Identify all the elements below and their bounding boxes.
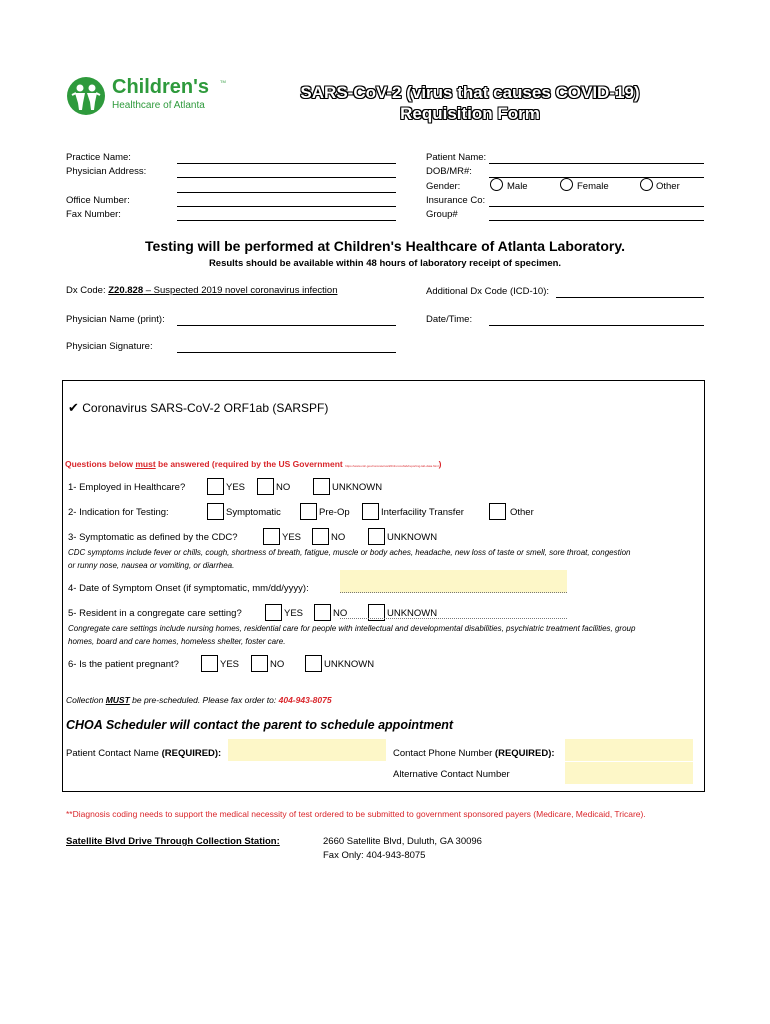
q4-label: 4- Date of Symptom Onset (if symptomatic, mm/dd/yyyy): <box>68 583 309 594</box>
dob-label: DOB/MR#: <box>426 166 472 177</box>
physician-address-line-1[interactable] <box>177 177 396 178</box>
q1-unknown-checkbox[interactable] <box>313 478 330 495</box>
q1-yes-label: YES <box>226 482 246 493</box>
q6-label: 6- Is the patient pregnant? <box>68 659 179 670</box>
patient-name-line[interactable] <box>489 163 704 164</box>
collection-b: be pre-scheduled. Please fax order to: <box>129 695 279 705</box>
collection-a: Collection <box>66 695 106 705</box>
physician-print-line[interactable] <box>177 325 396 326</box>
questions-intro-a: Questions below <box>65 459 136 469</box>
dob-line[interactable] <box>489 177 704 178</box>
physician-address-line-2[interactable] <box>177 192 396 193</box>
q6-no-checkbox[interactable] <box>251 655 268 672</box>
symptom-onset-dotted-line <box>340 592 567 593</box>
title-line-2: Requisition Form <box>400 104 540 123</box>
q6-yes-checkbox[interactable] <box>201 655 218 672</box>
collection-fax: 404-943-8075 <box>278 695 332 705</box>
q2-preop-label: Pre-Op <box>319 507 350 518</box>
gender-male-label: Male <box>507 181 528 192</box>
children-figures-icon <box>66 76 106 116</box>
physician-signature-line[interactable] <box>177 352 396 353</box>
office-number-line[interactable] <box>177 206 396 207</box>
q3-note: CDC symptoms include fever or chills, cough, shortness of breath, fatigue, muscle or body aches, headache, new loss of taste or smell, sore throat, congestion or runny nose, nausea or vomiting, or diarrhea. <box>68 548 631 570</box>
dx-code <box>66 285 337 296</box>
q5-yes-label: YES <box>284 608 304 619</box>
physician-print-label: Physician Name (print): <box>66 314 165 325</box>
patient-contact-label <box>66 748 221 759</box>
test-name <box>68 400 328 416</box>
office-number-label: Office Number: <box>66 195 130 206</box>
station-label: Satellite Blvd Drive Through Collection Station: <box>66 836 280 847</box>
checkmark-icon: ✔ <box>68 400 79 415</box>
q5-no-checkbox[interactable] <box>314 604 331 621</box>
q2-interfacility-label: Interfacility Transfer <box>381 507 464 518</box>
symptom-onset-date-field[interactable] <box>340 570 567 593</box>
dx-code-value: Z20.828 <box>108 285 144 296</box>
gender-female-label: Female <box>577 181 609 192</box>
fax-number-line[interactable] <box>177 220 396 221</box>
datetime-label: Date/Time: <box>426 314 473 325</box>
logo <box>66 76 236 116</box>
logo-subtitle: Healthcare of Atlanta <box>112 100 205 111</box>
q3-yes-label: YES <box>282 532 302 543</box>
q6-yes-label: YES <box>220 659 240 670</box>
station-fax: Fax Only: 404-943-8075 <box>323 850 426 861</box>
q3-no-label: NO <box>331 532 346 543</box>
contact-phone-text: Contact Phone Number <box>393 748 495 759</box>
additional-dx-label: Additional Dx Code (ICD-10): <box>426 286 550 297</box>
gender-other-label: Other <box>656 181 680 192</box>
q5-yes-checkbox[interactable] <box>265 604 282 621</box>
q2-symptomatic-checkbox[interactable] <box>207 503 224 520</box>
alt-contact-field[interactable] <box>565 762 693 784</box>
logo-name: Children's <box>112 76 209 98</box>
patient-name-label: Patient Name: <box>426 152 487 163</box>
dx-code-desc: – Suspected 2019 novel coronavirus infection <box>143 285 338 296</box>
q3-unknown-label: UNKNOWN <box>387 532 438 543</box>
scheduler-heading: CHOA Scheduler will contact the parent to schedule appointment <box>66 718 454 732</box>
diagnosis-coding-note: **Diagnosis coding needs to support the medical necessity of test ordered to be submitted to government sponsored payers (Medicare, Medicaid, Tricare). <box>66 809 646 819</box>
q6-unknown-label: UNKNOWN <box>324 659 375 670</box>
logo-tm: TM <box>220 79 226 84</box>
q1-no-label: NO <box>276 482 291 493</box>
questions-intro-close: ) <box>438 459 442 469</box>
q3-unknown-checkbox[interactable] <box>368 528 385 545</box>
alt-contact-label: Alternative Contact Number <box>393 769 510 780</box>
gender-other-radio[interactable] <box>640 178 653 191</box>
gender-label: Gender: <box>426 181 461 192</box>
practice-name-line[interactable] <box>177 163 396 164</box>
q1-unknown-label: UNKNOWN <box>332 482 383 493</box>
form-title <box>270 82 670 124</box>
q5-no-label: NO <box>333 608 348 619</box>
testing-heading: Testing will be performed at Children's Healthcare of Atlanta Laboratory. <box>145 238 625 254</box>
q6-unknown-checkbox[interactable] <box>305 655 322 672</box>
physician-address-label: Physician Address: <box>66 166 147 177</box>
contact-phone-label <box>393 748 555 759</box>
q2-other-checkbox[interactable] <box>489 503 506 520</box>
q1-label: 1- Employed in Healthcare? <box>68 482 186 493</box>
q5-note: Congregate care settings include nursing homes, residential care for people with intellectual and developmental disabilities, psychiatric treatment facilities, group homes, board and care homes, homeless shelter, foster care. <box>68 624 636 646</box>
patient-contact-text: Patient Contact Name <box>66 748 162 759</box>
q2-label: 2- Indication for Testing: <box>68 507 169 518</box>
collection-notice <box>66 695 332 705</box>
patient-contact-required: (REQUIRED): <box>161 748 222 759</box>
insurance-line[interactable] <box>489 206 704 207</box>
q2-symptomatic-label: Symptomatic <box>226 507 281 518</box>
title-line-1: SARS-CoV-2 (virus that causes COVID-19) <box>300 83 640 102</box>
contact-phone-required: (REQUIRED): <box>494 748 555 759</box>
testing-subheading: Results should be available within 48 hours of laboratory receipt of specimen. <box>208 258 562 269</box>
q3-yes-checkbox[interactable] <box>263 528 280 545</box>
fax-number-label: Fax Number: <box>66 209 121 220</box>
q3-no-checkbox[interactable] <box>312 528 329 545</box>
dx-code-label: Dx Code: <box>66 285 109 296</box>
q3-label: 3- Symptomatic as defined by the CDC? <box>68 532 238 543</box>
group-line[interactable] <box>489 220 704 221</box>
questions-intro-must: must <box>135 459 156 469</box>
q2-other-label: Other <box>510 507 534 518</box>
q5-unknown-label: UNKNOWN <box>387 608 438 619</box>
questions-intro <box>65 459 442 469</box>
cdc-link[interactable]: https://www.cdc.gov/coronavirus/2019-ncov/lab/reporting-lab-data.html <box>345 464 439 468</box>
additional-dx-line[interactable] <box>556 297 704 298</box>
patient-contact-field[interactable] <box>228 739 386 761</box>
datetime-line[interactable] <box>489 325 704 326</box>
practice-name-label: Practice Name: <box>66 152 131 163</box>
questions-intro-b: be answered (required by the US Government <box>155 459 346 469</box>
q1-yes-checkbox[interactable] <box>207 478 224 495</box>
q5-dotted-line <box>340 618 567 619</box>
test-name-label: Coronavirus SARS-CoV-2 ORF1ab (SARSPF) <box>82 401 329 415</box>
q6-no-label: NO <box>270 659 285 670</box>
contact-phone-field[interactable] <box>565 739 693 761</box>
q2-preop-checkbox[interactable] <box>300 503 317 520</box>
insurance-label: Insurance Co: <box>426 195 486 206</box>
gender-male-radio[interactable] <box>490 178 503 191</box>
group-label: Group# <box>426 209 458 220</box>
q1-no-checkbox[interactable] <box>257 478 274 495</box>
q2-interfacility-checkbox[interactable] <box>362 503 379 520</box>
q5-label: 5- Resident in a congregate care setting? <box>68 608 242 619</box>
station-address: 2660 Satellite Blvd, Duluth, GA 30096 <box>323 836 482 847</box>
physician-signature-label: Physician Signature: <box>66 341 153 352</box>
collection-must: MUST <box>105 695 130 705</box>
gender-female-radio[interactable] <box>560 178 573 191</box>
